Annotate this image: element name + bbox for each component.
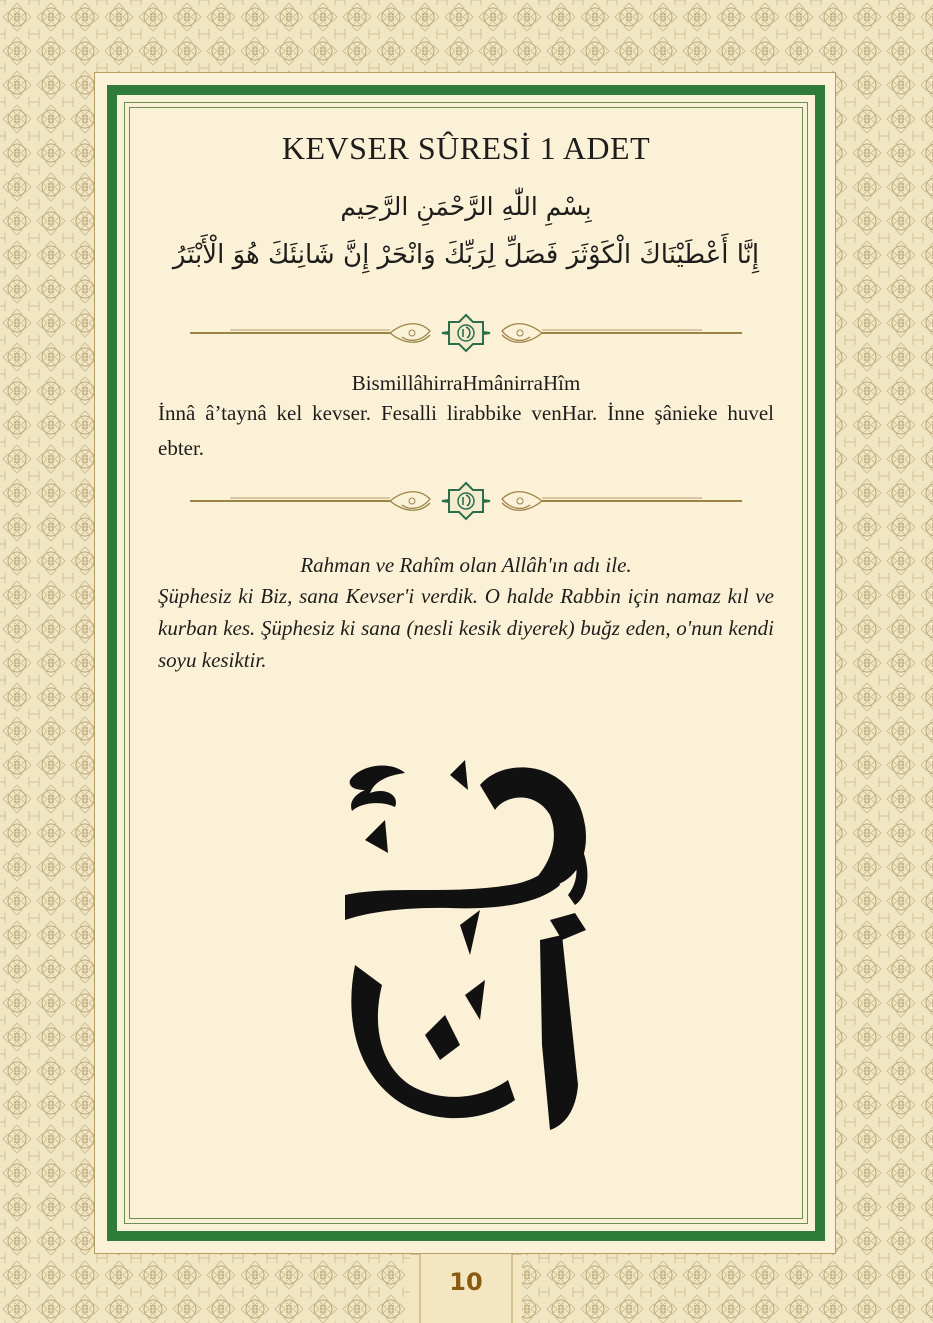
page-title: KEVSER SÛRESİ 1 ADET [281,130,651,166]
calligraphy-emblem [330,745,610,1145]
meaning-body: Şüphesiz ki Biz, sana Kevser'i verdik. O halde Rabbin için namaz kıl ve kurban kes. Şüphesiz ki sana (nesli kesik diyerek) buğz eden, o'nun kendi soyu kesiktir. [158,584,774,672]
arabic-verse: إِنَّا أَعْطَيْنَاكَ الْكَوْثَرَ فَصَلِّ لِرَبِّكَ وَانْحَرْ إِنَّ شَانِئَكَ هُوَ الْأَبْتَرُ [172,240,760,270]
transliteration-heading: BismillâhirraHmânirraHîm [351,371,581,395]
transliteration-body: İnnâ â’taynâ kel kevser. Fesalli lirabbike venHar. İnne şânieke huvel ebter. [158,401,774,460]
page-number: 10 [449,1268,483,1296]
floral-medallion-icon [190,481,742,521]
meaning-heading: Rahman ve Rahîm olan Allâh'ın adı ile. [300,553,632,577]
arabic-basmala: بِسْمِ اللّٰهِ الرَّحْمَنِ الرَّحِيم [340,192,592,221]
floral-medallion-icon [190,313,742,353]
